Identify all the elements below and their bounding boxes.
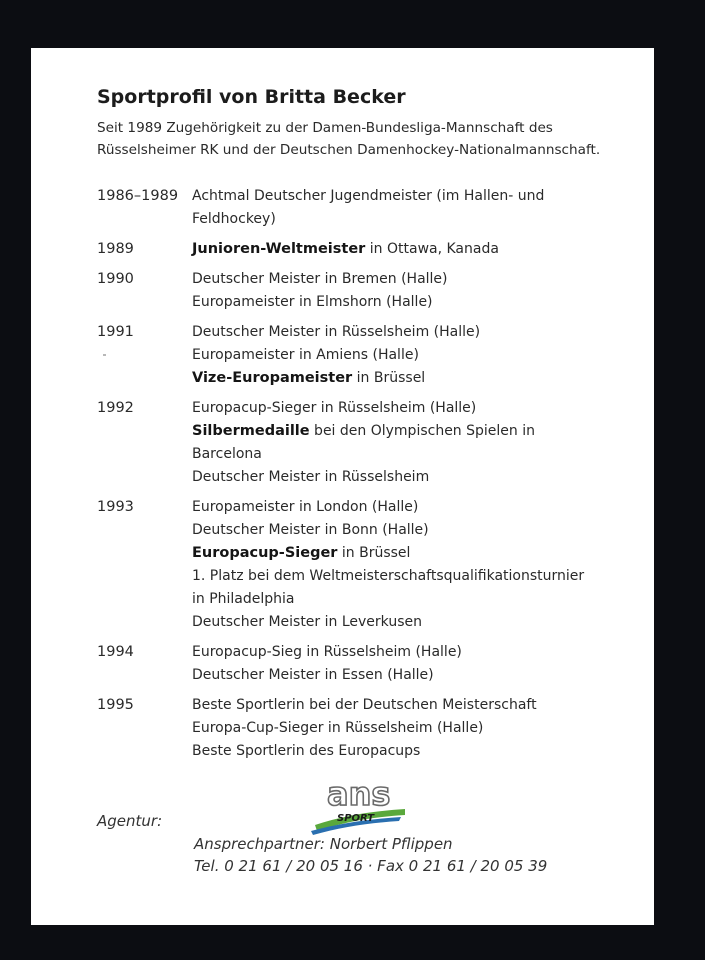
ans-sport-logo <box>275 775 413 837</box>
career-entry-text: Deutscher Meister in Bonn (Halle) <box>192 522 429 538</box>
career-entry <box>192 588 642 611</box>
career-year: 1986–1989 <box>97 188 179 204</box>
career-year: 1994 <box>97 644 134 660</box>
career-row <box>97 185 642 231</box>
career-entry <box>192 321 642 344</box>
career-row <box>97 496 642 634</box>
career-entry-highlight: Vize-Europameister <box>192 370 353 386</box>
career-entry-text: Beste Sportlerin bei der Deutschen Meisterschaft <box>192 697 537 713</box>
career-year: 1995 <box>97 697 134 713</box>
career-entry-text: bei den Olympischen Spielen in <box>309 423 535 439</box>
intro-line: Rüsselsheimer RK und der Deutschen Damenhockey-Nationalmannschaft. <box>97 142 601 158</box>
career-entry <box>192 420 642 443</box>
career-entry-text: Europacup-Sieg in Rüsselsheim (Halle) <box>192 644 462 660</box>
career-entry <box>192 717 642 740</box>
career-entries <box>192 185 642 231</box>
career-entry <box>192 641 642 664</box>
career-row <box>97 238 642 261</box>
career-entry <box>192 268 642 291</box>
career-entry-text: Europa-Cup-Sieger in Rüsselsheim (Halle) <box>192 720 484 736</box>
profile-title: Sportprofil von Britta Becker <box>97 86 406 108</box>
career-entry-text: in Ottawa, Kanada <box>365 241 499 257</box>
career-entry-text: in Philadelphia <box>192 591 295 607</box>
career-entry-text: in Brüssel <box>337 545 411 561</box>
career-entries <box>192 397 642 489</box>
career-entry-text: Deutscher Meister in Rüsselsheim <box>192 469 430 485</box>
career-entry-highlight: Silbermedaille <box>192 423 310 439</box>
autograph-card <box>31 48 654 925</box>
career-entry <box>192 238 642 261</box>
career-entries <box>192 268 642 314</box>
career-entries <box>192 321 642 390</box>
career-entry-text: Deutscher Meister in Leverkusen <box>192 614 422 630</box>
career-row <box>97 397 642 489</box>
print-speck <box>103 354 106 356</box>
career-entry <box>192 466 642 489</box>
career-row <box>97 694 642 763</box>
career-entry-text: Deutscher Meister in Bremen (Halle) <box>192 271 448 287</box>
career-entry-text: Europameister in Elmshorn (Halle) <box>192 294 433 310</box>
career-entry <box>192 740 642 763</box>
contact-phone: Tel. 0 21 61 / 20 05 16 · Fax 0 21 61 / 20 05 39 <box>194 857 548 875</box>
career-entry <box>192 185 642 208</box>
career-entry-text: Barcelona <box>192 446 262 462</box>
career-entries <box>192 496 642 634</box>
career-entry <box>192 344 642 367</box>
career-entry-text: Beste Sportlerin des Europacups <box>192 743 421 759</box>
career-entry <box>192 519 642 542</box>
career-row <box>97 268 642 314</box>
intro-line: Seit 1989 Zugehörigkeit zu der Damen-Bundesliga-Mannschaft des <box>97 120 553 136</box>
career-entry-text: Achtmal Deutscher Jugendmeister (im Hallen- und <box>192 188 545 204</box>
career-entry <box>192 443 642 466</box>
career-entry-text: 1. Platz bei dem Weltmeisterschaftsqualifikationsturnier <box>192 568 585 584</box>
career-year: 1990 <box>97 271 134 287</box>
career-entry <box>192 611 642 634</box>
career-entry <box>192 565 642 588</box>
logo-main-text: ans <box>327 775 391 813</box>
agency-contact <box>194 833 547 877</box>
career-entry-highlight: Europacup-Sieger <box>192 545 338 561</box>
agency-label: Agentur: <box>97 812 163 830</box>
career-entry-highlight: Junioren-Weltmeister <box>192 241 366 257</box>
career-entry <box>192 694 642 717</box>
intro-paragraph <box>97 117 637 161</box>
career-entry <box>192 367 642 390</box>
contact-person: Ansprechpartner: Norbert Pflippen <box>194 835 453 853</box>
career-entry <box>192 664 642 687</box>
career-entry-text: in Brüssel <box>352 370 426 386</box>
career-entry-text: Deutscher Meister in Rüsselsheim (Halle) <box>192 324 481 340</box>
career-year: 1993 <box>97 499 134 515</box>
career-row <box>97 321 642 390</box>
career-year: 1991 <box>97 324 134 340</box>
career-entries <box>192 641 642 687</box>
career-list <box>97 185 642 770</box>
career-entry-text: Feldhockey) <box>192 211 276 227</box>
career-entry <box>192 397 642 420</box>
career-entries <box>192 694 642 763</box>
career-entry <box>192 496 642 519</box>
career-entry-text: Europameister in London (Halle) <box>192 499 419 515</box>
career-entries <box>192 238 642 261</box>
career-entry <box>192 542 642 565</box>
career-entry <box>192 291 642 314</box>
logo-sub-text: SPORT <box>337 813 375 824</box>
career-year: 1992 <box>97 400 134 416</box>
career-year: 1989 <box>97 241 134 257</box>
career-entry <box>192 208 642 231</box>
career-entry-text: Europacup-Sieger in Rüsselsheim (Halle) <box>192 400 477 416</box>
career-entry-text: Deutscher Meister in Essen (Halle) <box>192 667 434 683</box>
career-row <box>97 641 642 687</box>
career-entry-text: Europameister in Amiens (Halle) <box>192 347 419 363</box>
